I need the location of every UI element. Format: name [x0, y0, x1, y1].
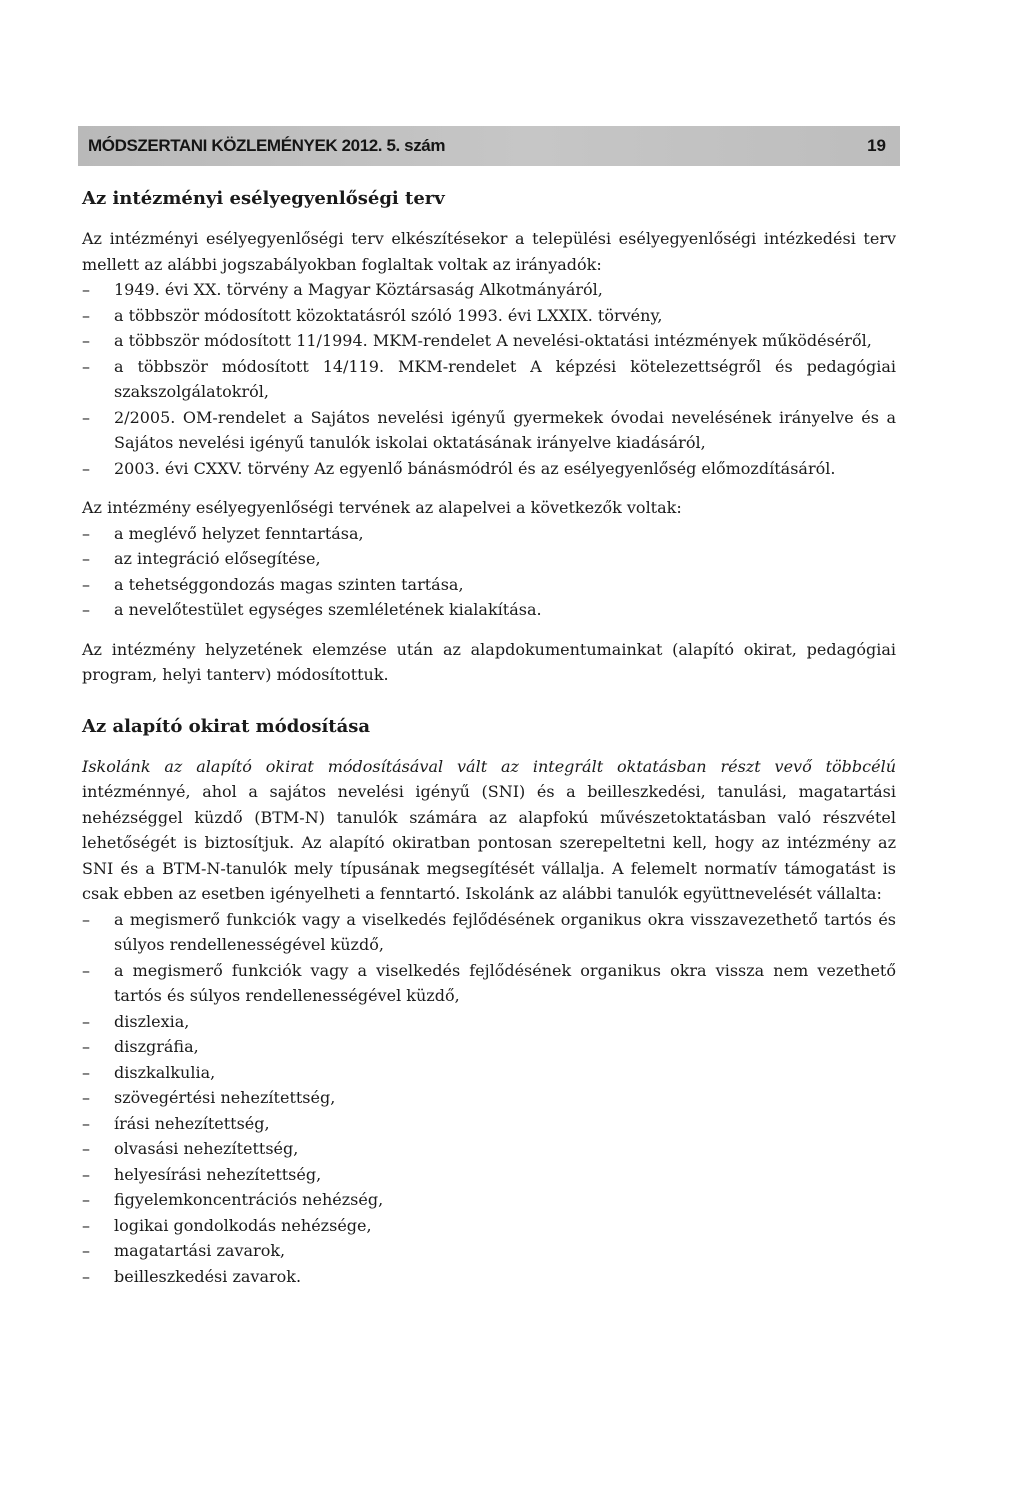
page-number: 19	[867, 136, 886, 155]
student-types-list	[82, 907, 896, 1290]
list-item: – a nevelőtestület egységes szemléletének kialakítása.	[82, 597, 896, 623]
intro-paragraph: Az intézményi esélyegyenlőségi terv elkészítésekor a települési esélyegyenlőségi intézkedési terv mellett az alábbi jogszabályokban foglaltak voltak az irányadók:	[82, 229, 896, 274]
list-item: – figyelemkoncentrációs nehézség,	[82, 1187, 896, 1213]
article-body	[82, 186, 896, 1289]
section-heading: Az alapító okirat módosítása	[82, 715, 371, 737]
closing-paragraph: Az intézmény helyzetének elemzése után az alapdokumentumainkat (alapító okirat, pedagógiai program, helyi tanterv) módosítottuk.	[82, 639, 896, 684]
list-item: – a tehetséggondozás magas szinten tartása,	[82, 572, 896, 598]
list-item: – olvasási nehezítettség,	[82, 1136, 896, 1162]
running-header	[78, 126, 900, 166]
list-item: – a megismerő funkciók vagy a viselkedés fejlődésének organikus okra vissza nem vezethető tartós és súlyos rendellenességével küzdő,	[82, 958, 896, 1009]
list-item: – az integráció elősegítése,	[82, 546, 896, 572]
list-item: – diszlexia,	[82, 1009, 896, 1035]
list-item: – logikai gondolkodás nehézsége,	[82, 1213, 896, 1239]
list-item: – a többször módosított közoktatásról szóló 1993. évi LXXIX. törvény,	[82, 303, 896, 329]
principles-intro: Az intézmény esélyegyenlőségi tervének az alapelvei a következők voltak:	[82, 498, 682, 517]
list-item: – diszkalkulia,	[82, 1060, 896, 1086]
section-heading: Az intézményi esélyegyenlőségi terv	[82, 188, 445, 209]
list-item: – magatartási zavarok,	[82, 1238, 896, 1264]
list-item: – beilleszkedési zavarok.	[82, 1264, 896, 1290]
list-item: – a meglévő helyzet fenntartása,	[82, 521, 896, 547]
list-item: – szövegértési nehezítettség,	[82, 1085, 896, 1111]
list-item: – a többször módosított 11/1994. MKM-rendelet A nevelési-oktatási intézmények működéséről,	[82, 328, 896, 354]
list-item: – diszgráfia,	[82, 1034, 896, 1060]
body-paragraph	[82, 754, 896, 907]
paragraph-text: intézménnyé, ahol a sajátos nevelési igényű (SNI) és a beilleszkedési, tanulási, magatartási nehézséggel küzdő (BTM-N) tanulók számára az alapfokú művészetoktatásban való részvétel lehetőségét is biztosítjuk. Az alapító okiratban pontosan szerepeltetni kell, hogy az intézmény az SNI és a BTM-N-tanulók mely típusának megsegítését vállalja. A felemelt normatív támogatást is csak ebben az esetben igényelheti a fenntartó. Iskolánk az alábbi tanulók együttnevelését vállalta:	[82, 782, 896, 903]
list-item: – 1949. évi XX. törvény a Magyar Köztársaság Alkotmányáról,	[82, 277, 896, 303]
list-item: – a megismerő funkciók vagy a viselkedés fejlődésének organikus okra visszavezethető tartós és súlyos rendellenességével küzdő,	[82, 907, 896, 958]
principles-list	[82, 521, 896, 623]
list-item: – 2/2005. OM-rendelet a Sajátos nevelési igényű gyermekek óvodai nevelésének irányelve és a Sajátos nevelési igényű tanulók iskolai oktatásának irányelve kiadásáról,	[82, 405, 896, 456]
laws-list	[82, 277, 896, 481]
list-item: – a többször módosított 14/119. MKM-rendelet A képzési kötelezettségről és pedagógiai szakszolgálatokról,	[82, 354, 896, 405]
journal-title: MÓDSZERTANI KÖZLEMÉNYEK 2012. 5. szám	[88, 136, 446, 155]
list-item: – írási nehezítettség,	[82, 1111, 896, 1137]
list-item: – 2003. évi CXXV. törvény Az egyenlő bánásmódról és az esélyegyenlőség előmozdításáról.	[82, 456, 896, 482]
italic-lead: Iskolánk az alapító okirat módosításával vált az integrált oktatásban részt vevő többcélú	[82, 756, 896, 776]
list-item: – helyesírási nehezítettség,	[82, 1162, 896, 1188]
